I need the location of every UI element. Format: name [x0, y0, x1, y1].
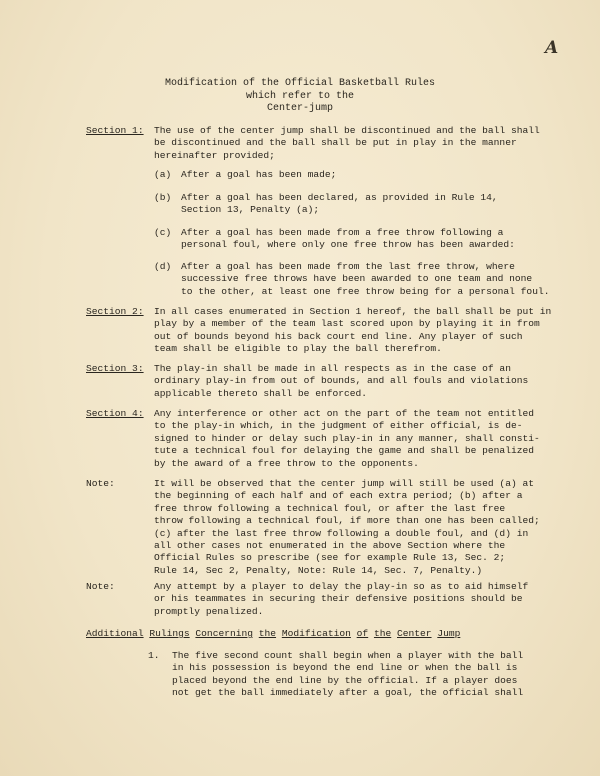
heading-word: Additional	[86, 628, 144, 639]
text-line: After a goal has been made from the last free throw, where	[181, 261, 515, 272]
text-line: After a goal has been made;	[181, 169, 337, 180]
section-1-text	[154, 125, 546, 162]
section-4-label: Section 4:	[86, 408, 144, 419]
ruling-1-text	[172, 650, 523, 700]
text-line: to the other, at least one free throw being for a personal foul.	[181, 285, 550, 297]
note-2-label: Note:	[86, 581, 115, 592]
additional-rulings-heading	[86, 628, 460, 639]
text-line: Rule 14, Sec 2, Penalty, Note: Rule 14, Sec. 7, Penalty.)	[154, 564, 483, 576]
item-c-text	[181, 227, 515, 252]
text-line: ordinary play-in from out of bounds, and all fouls and violations	[154, 375, 529, 387]
text-line: After a goal has been declared, as provided in Rule 14,	[181, 192, 498, 203]
note-2-text	[154, 581, 546, 618]
text-line: signed to hinder or delay such play-in in any manner, shall consti-	[154, 432, 540, 444]
heading-word: Concerning	[195, 628, 253, 639]
item-b-label: (b)	[154, 192, 172, 203]
text-line: The five second count shall begin when a player with the ball	[172, 650, 524, 661]
text-line: tute a technical foul for delaying the game and shall be penalized	[154, 445, 534, 457]
text-line: hereinafter provided;	[154, 149, 275, 161]
document-title	[130, 78, 470, 116]
text-line: be discontinued and the ball shall be put in play in the manner	[154, 137, 517, 149]
text-line: (c) after the last free throw following a double foul, and (d) in	[154, 527, 529, 539]
heading-word: Rulings	[149, 628, 190, 639]
heading-word: Center	[397, 628, 432, 639]
text-line: Any attempt by a player to delay the play-in so as to aid himself	[154, 581, 529, 592]
item-d-text	[181, 261, 549, 298]
ruling-1-label: 1.	[148, 650, 160, 661]
heading-word: the	[258, 628, 277, 639]
text-line: In all cases enumerated in Section 1 hereof, the ball shall be put in	[154, 306, 552, 317]
item-a-text	[181, 169, 336, 181]
text-line: free throw following a technical foul, or after the last free	[154, 502, 506, 514]
text-line: After a goal has been made from a free throw following a	[181, 227, 504, 238]
heading-word: the	[373, 628, 392, 639]
note-1-text	[154, 478, 546, 577]
text-line: not get the ball immediately after a goal, the official shall	[172, 687, 524, 699]
text-line: Official Rules so prescribe (see for example Rule 13, Sec. 2;	[154, 552, 506, 564]
text-line: applicable thereto shall be enforced.	[154, 387, 368, 399]
title-line: which refer to the	[245, 90, 355, 102]
section-3-label: Section 3:	[86, 363, 144, 374]
heading-word: of	[356, 628, 369, 639]
text-line: Any interference or other act on the part of the team not entitled	[154, 408, 534, 419]
text-line: play by a member of the team last scored upon by playing it in from	[154, 318, 540, 330]
text-line: promptly penalized.	[154, 605, 264, 617]
text-line: The use of the center jump shall be discontinued and the ball shall	[154, 125, 540, 136]
heading-word: Modification	[281, 628, 351, 639]
text-line: to the play-in which, in the judgment of either official, is de-	[154, 420, 523, 432]
item-b-text	[181, 192, 498, 217]
section-3-text	[154, 363, 546, 400]
text-line: the beginning of each half and of each extra period; (b) after a	[154, 490, 523, 502]
text-line: all other cases not enumerated in the above Section where the	[154, 540, 506, 552]
heading-word: Jump	[437, 628, 461, 639]
text-line: The play-in shall be made in all respects as in the case of an	[154, 363, 511, 374]
text-line: out of bounds beyond his back court end line. Any player of such	[154, 330, 523, 342]
item-d-label: (d)	[154, 261, 172, 272]
text-line: personal foul, where only one free throw has been awarded:	[181, 239, 515, 251]
section-4-text	[154, 408, 546, 470]
handwritten-page-mark: A	[545, 38, 559, 58]
title-line: Modification of the Official Basketball Rules	[164, 78, 436, 89]
text-line: throw following a technical foul, if more than one has been called;	[154, 515, 540, 527]
section-1-label: Section 1:	[86, 125, 144, 136]
note-1-label: Note:	[86, 478, 115, 489]
text-line: It will be observed that the center jump will still be used (a) at	[154, 478, 534, 489]
text-line: Section 13, Penalty (a);	[181, 204, 320, 216]
item-a-label: (a)	[154, 169, 172, 180]
item-c-label: (c)	[154, 227, 172, 238]
text-line: placed beyond the end line by the official. If a player does	[172, 674, 518, 686]
text-line: in his possession is beyond the end line or when the ball is	[172, 662, 518, 674]
text-line: by the award of a free throw to the opponents.	[154, 457, 419, 469]
text-line: or his teammates in securing their defensive positions should be	[154, 593, 523, 605]
text-line: successive free throws have been awarded to one team and none	[181, 273, 533, 285]
text-line: team shall be eligible to play the ball therefrom.	[154, 343, 442, 355]
title-line: Center-jump	[266, 103, 333, 114]
section-2-text	[154, 306, 552, 356]
section-2-label: Section 2:	[86, 306, 144, 317]
